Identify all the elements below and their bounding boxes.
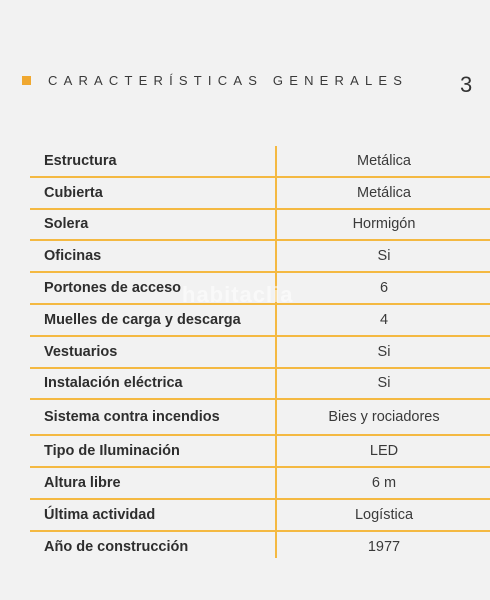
row-value: 6 (379, 280, 389, 297)
row-label: Instalación eléctrica (44, 375, 183, 392)
table-row (30, 436, 490, 468)
table-row (30, 500, 490, 532)
row-value: Si (377, 248, 391, 265)
row-label: Muelles de carga y descarga (44, 311, 241, 328)
row-value: Metálica (357, 152, 411, 169)
section-header (22, 70, 482, 100)
page-number: 3 (460, 72, 473, 97)
table-row (30, 178, 490, 210)
row-label: Estructura (44, 152, 117, 169)
row-label: Altura libre (44, 475, 121, 492)
row-value: Si (377, 343, 391, 360)
watermark-logo: habitaclia (182, 282, 294, 307)
row-label: Solera (44, 216, 89, 233)
table-row (30, 337, 490, 369)
row-value: Si (377, 375, 391, 392)
row-label: Sistema contra incendios (44, 409, 220, 426)
row-label: Portones de acceso (44, 280, 181, 297)
row-label: Año de construcción (44, 538, 189, 555)
row-value: 1977 (367, 538, 401, 555)
row-label: Última actividad (44, 506, 156, 523)
row-label: Cubierta (44, 184, 103, 201)
table-row (30, 210, 490, 242)
section-title: CARACTERÍSTICAS GENERALES (48, 73, 409, 88)
row-value: LED (369, 443, 399, 460)
row-value: Metálica (357, 184, 411, 201)
row-value: Bies y rociadores (328, 409, 440, 426)
table-row (30, 305, 490, 337)
table-row (30, 146, 490, 178)
table-row (30, 468, 490, 500)
row-value: 6 m (371, 475, 397, 492)
row-label: Vestuarios (44, 343, 118, 360)
row-label: Tipo de Iluminación (44, 443, 180, 460)
row-value: Logística (354, 506, 414, 523)
row-value: Hormigón (352, 216, 416, 233)
table-row (30, 241, 490, 273)
table-row (30, 400, 490, 436)
specifications-table (30, 146, 490, 562)
table-row (30, 369, 490, 401)
table-row (30, 273, 490, 305)
row-label: Oficinas (44, 248, 102, 265)
table-row (30, 532, 490, 562)
orange-square-bullet-icon (22, 76, 31, 85)
row-value: 4 (379, 311, 389, 328)
